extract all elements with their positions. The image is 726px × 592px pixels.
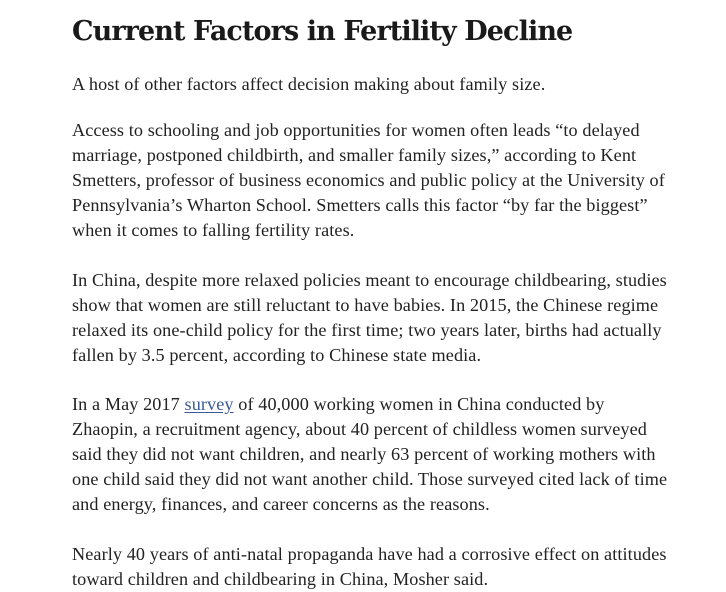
survey-text-after: of 40,000 working women in China conducted by Zhaopin, a recruitment agency, about 40 percent of childless women surveyed said they did not want children, and nearly 63 percent of working mothers with one child said they did not want another child. Those surveyed cited lack of time and energy, finances, and career concerns as the reasons. — [72, 394, 668, 514]
section-heading: Current Factors in Fertility Decline — [72, 16, 573, 47]
paragraph-smetters: Access to schooling and job opportunities for women often leads “to delayed marriage, postponed childbirth, and smaller family sizes,” according to Kent Smetters, professor of business economics and public policy at the University of Pennsylvania’s Wharton School. Smetters calls this factor “by far the biggest” when it comes to falling fertility rates. — [72, 120, 665, 240]
survey-link[interactable]: survey — [184, 394, 234, 414]
survey-text-before: In a May 2017 — [72, 394, 185, 414]
paragraph-china-policy: In China, despite more relaxed policies meant to encourage childbearing, studies show that women are still reluctant to have babies. In 2015, the Chinese regime relaxed its one-child policy for the first time; two years later, births had actually fallen by 3.5 percent, according to Chinese state media. — [72, 270, 667, 365]
paragraph-survey — [72, 392, 672, 517]
paragraph-intro: A host of other factors affect decision making about family size. — [72, 74, 546, 94]
article-body — [72, 0, 672, 592]
paragraph-propaganda: Nearly 40 years of anti-natal propaganda have had a corrosive effect on attitudes toward children and childbearing in China, Mosher said. — [72, 544, 667, 589]
